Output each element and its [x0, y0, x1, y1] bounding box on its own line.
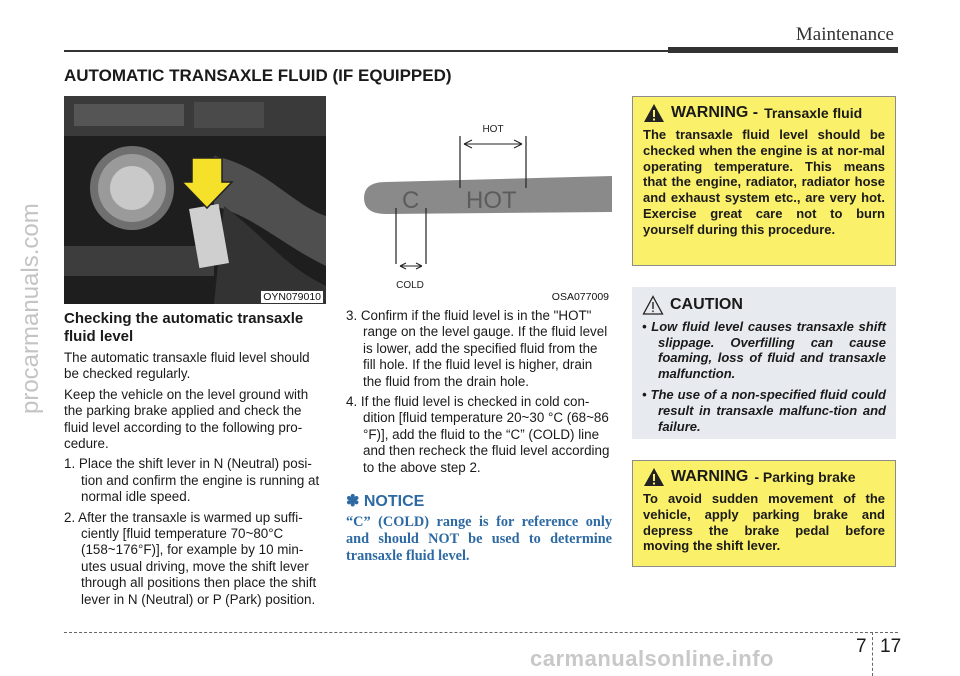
caution-bullet-1: • Low fluid level causes transaxle shift slippage. Overfilling can cause foaming, loss of fluid and transaxle malfunction. [642, 319, 886, 381]
checking-heading: Checking the automatic transaxle fluid level [64, 310, 304, 345]
warning2-subtitle: - Parking brake [754, 469, 856, 485]
warning-title: WARNING - [671, 104, 759, 121]
notice-title: ✽ NOTICE [346, 493, 425, 511]
dipstick-illustration [346, 96, 612, 304]
caution-triangle-icon [642, 295, 664, 315]
dipstick-figure [346, 96, 612, 304]
header-rule [64, 50, 668, 52]
footer-rule [64, 632, 898, 633]
intro-paragraph: The automatic transaxle fluid level should be checked regularly. [64, 350, 310, 382]
warning2-body: To avoid sudden movement of the vehicle, apply parking brake and depress the brake pedal before moving the shift lever. [643, 491, 885, 554]
caution-title-row [642, 295, 886, 315]
warning-body: The transaxle fluid level should be checked when the engine is at nor-mal operating temperature. This means that the engine, radiator, radiator hose and exhaust system etc., are very hot. Exercise great care not to burn yourself during this procedure. [643, 127, 885, 237]
header-bar [668, 47, 898, 53]
section-title: AUTOMATIC TRANSAXLE FLUID (IF EQUIPPED) [64, 66, 452, 85]
left-column [64, 310, 326, 612]
caution-box [632, 287, 896, 439]
step-1: 1. Place the shift lever in N (Neutral) posi-tion and confirm the engine is running at normal idle speed. [64, 456, 320, 505]
bottom-watermark: carmanualsonline.info [530, 646, 774, 671]
side-watermark-text: procarmanuals.com [17, 203, 44, 414]
warning2-title: WARNING [671, 468, 749, 485]
step-3: 3. Confirm if the fluid level is in the "HOT" range on the level gauge. If the fluid level is lower, add the specified fluid from the fill hole. If the fluid level is higher, drain the fluid from the drain hole. [346, 308, 608, 389]
warning-triangle-icon [643, 467, 665, 487]
warning-triangle-icon [643, 103, 665, 123]
hot-range-label: HOT [482, 124, 504, 135]
page-number-separator [872, 632, 873, 676]
dipstick-mark-hot: HOT [466, 187, 517, 214]
caution-title: CAUTION [670, 296, 743, 313]
caution-bullet-2: • The use of a non-specified fluid could result in transaxle malfunc-tion and failure. [642, 387, 886, 434]
warning-parking-brake-box [632, 460, 896, 567]
side-watermark [0, 0, 48, 676]
dipstick-figure-caption: OSA077009 [551, 291, 609, 303]
cold-range-label: COLD [396, 280, 424, 291]
engine-photo [64, 96, 326, 304]
warning-title-row [643, 103, 885, 123]
engine-illustration [64, 96, 326, 304]
procedure-paragraph: Keep the vehicle on the level ground with the parking brake applied and check the fluid level according to the following pro-cedure. [64, 386, 309, 452]
middle-column [346, 308, 612, 565]
dipstick-mark-c: C [402, 187, 420, 214]
step-2: 2. After the transaxle is warmed up suffi-ciently [fluid temperature 70~80°C (158~176°F)], for example by 10 min-utes usual driving, move the shift lever through all positions then place the shift lever in N (Neutral) or P (Park) position. [64, 509, 317, 607]
notice-body: “C” (COLD) range is for reference only and should NOT be used to determine transaxle fluid level. [346, 514, 612, 565]
engine-photo-caption: OYN079010 [263, 291, 321, 303]
warning2-title-row [643, 467, 885, 487]
chapter-number: 7 [856, 636, 867, 657]
page-number: 17 [880, 636, 902, 657]
warning-subtitle: Transaxle fluid [764, 105, 863, 121]
step-4: 4. If the fluid level is checked in cold con-dition [fluid temperature 20~30 °C (68~86 °F)], add the fluid to the “C” (COLD) line and then recheck the fluid level according to the above step 2. [346, 394, 610, 475]
page-header-title: Maintenance [795, 24, 894, 45]
warning-transaxle-fluid-box [632, 96, 896, 266]
